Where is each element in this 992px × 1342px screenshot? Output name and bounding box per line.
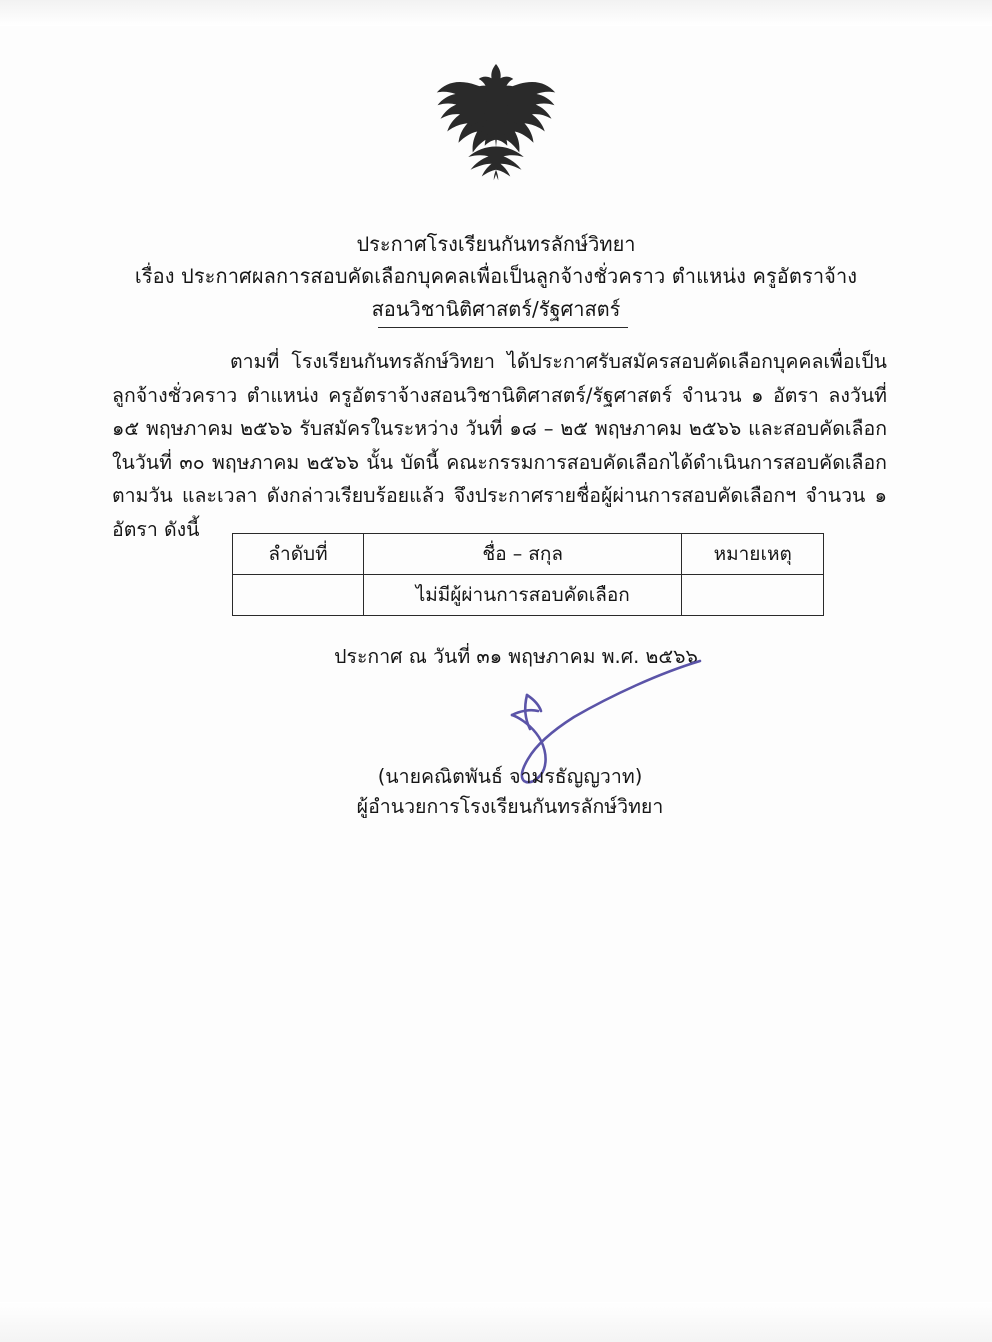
heading-line-1: ประกาศโรงเรียนกันทรลักษ์วิทยา [356,232,636,256]
table-header-row [233,534,824,575]
announcement-date: ประกาศ ณ วันที่ ๓๑ พฤษภาคม พ.ศ. ๒๕๖๖ [334,645,698,668]
page-bottom-shading [0,1302,992,1342]
document-heading [0,228,992,331]
table-cell-note [682,575,824,616]
heading-divider [0,325,992,331]
heading-line-2: เรื่อง ประกาศผลการสอบคัดเลือกบุคคลเพื่อเป็นลูกจ้างชั่วคราว ตำแหน่ง ครูอัตราจ้าง [134,264,858,289]
heading-line-3: สอนวิชานิติศาสตร์/รัฐศาสตร์ [371,296,621,321]
table-row [233,575,824,616]
table-header-cell-note: หมายเหตุ [682,534,824,575]
signer-block [0,762,992,822]
emblem-container [0,52,992,202]
signer-name: (นายคณิตพันธ์ จามรธัญญวาท) [377,765,643,788]
results-table [232,533,824,616]
body-paragraph [112,345,887,546]
body-paragraph-text: ตามที่ โรงเรียนกันทรลักษ์วิทยา ได้ประกาศรับสมัครสอบคัดเลือกบุคคลเพื่อเป็นลูกจ้างชั่วคราว ตำแหน่ง ครูอัตราจ้างสอนวิชานิติศาสตร์/รัฐศาสตร์ จำนวน ๑ อัตรา ลงวันที่ ๑๕ พฤษภาคม ๒๕๖๖ รับสมัครในระหว่าง วันที่ ๑๘ – ๒๕ พฤษภาคม ๒๕๖๖ และสอบคัดเลือก ในวันที่ ๓๐ พฤษภาคม ๒๕๖๖ นั้น บัดนี้ คณะกรรมการสอบคัดเลือกได้ดำเนินการสอบคัดเลือกตามวัน และเวลา ดังกล่าวเรียบร้อยแล้ว จึงประกาศรายชื่อผู้ผ่านการสอบคัดเลือกฯ จำนวน ๑ อัตรา ดังนี้ [112,350,887,541]
table-cell-name: ไม่มีผู้ผ่านการสอบคัดเลือก [364,575,682,616]
page-top-shading [0,0,992,26]
table-header-cell-no: ลำดับที่ [233,534,364,575]
signer-title: ผู้อำนวยการโรงเรียนกันทรลักษ์วิทยา [356,795,664,819]
garuda-emblem [421,52,571,202]
table-header-cell-name: ชื่อ – สกุล [364,534,682,575]
table-cell-no [233,575,364,616]
